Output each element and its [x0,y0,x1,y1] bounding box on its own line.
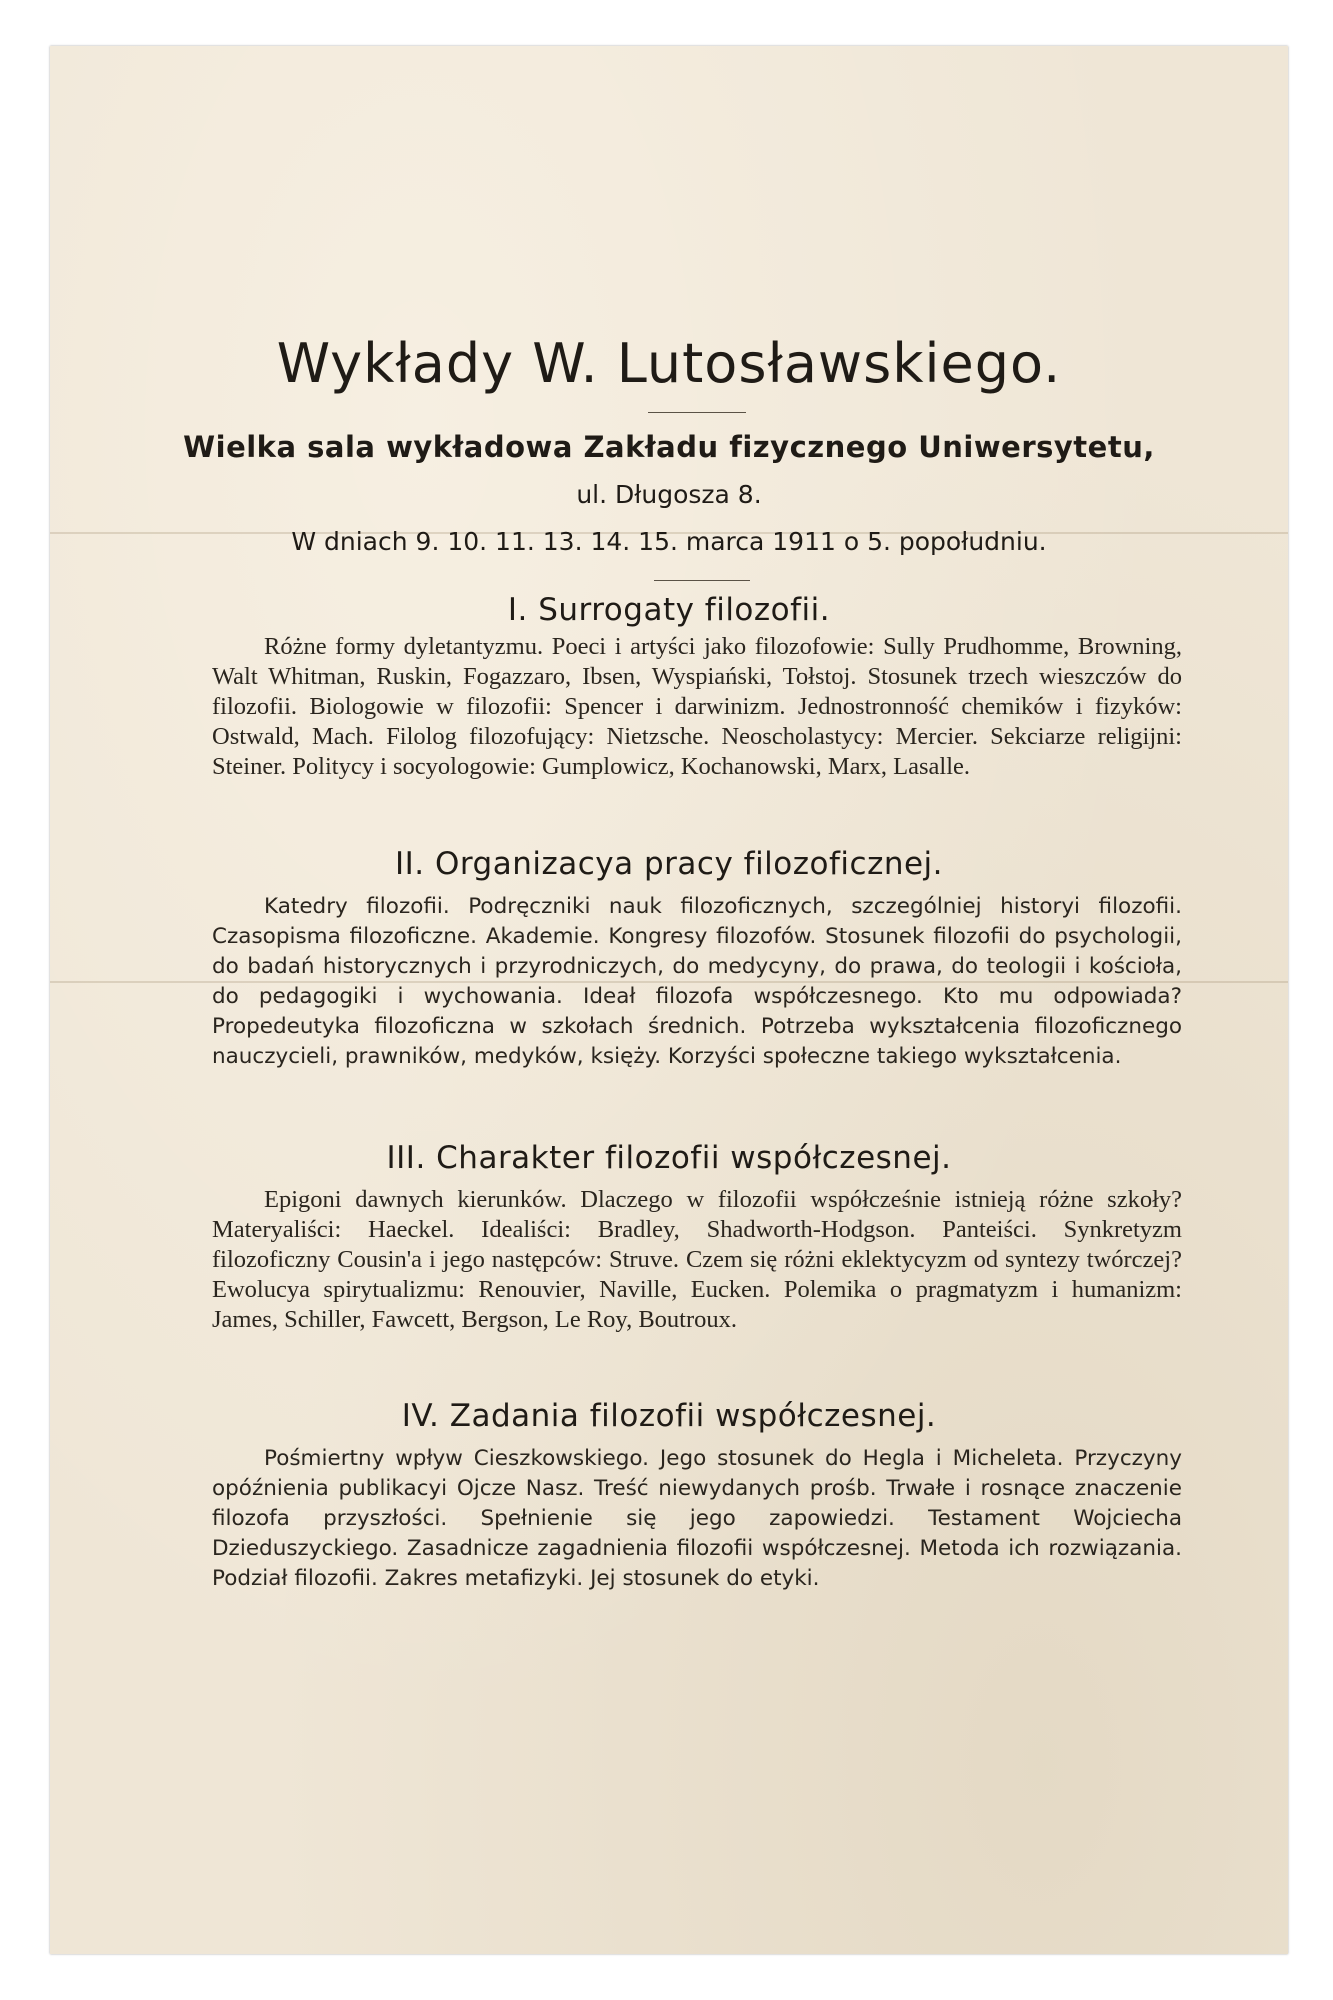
venue-line: Wielka sala wykładowa Zakładu fizycznego Uniwersytetu, [183,430,1155,464]
title-rule [648,412,746,413]
street-line: ul. Długosza 8. [576,480,762,509]
section-1-heading: I. Surrogaty filozofii. [507,592,831,628]
section-3-heading: III. Charakter filozofii współczesnej. [386,1140,952,1176]
section-2-body: Katedry filozofii. Podręczniki nauk filozoficznych, szczególniej historyi filozofii. Czasopisma filozoficzne. Akademie. Kongresy filozofów. Stosunek filozofii do psychologii, do badań historycznych i przyrodniczych, do medycyny, do prawa, do teologii i kościoła, do pedagogiki i wychowania. Ideał filozofa współczesnego. Kto mu odpowiada? Propedeutyka filozoficzna w szkołach średnich. Potrzeba wykształcenia filozoficznego nauczycieli, prawników, medyków, księży. Korzyści społeczne takiego wykształcenia. [212,894,1182,1069]
dates-rule [654,580,750,581]
section-3-body: Epigoni dawnych kierunków. Dlaczego w filozofii współcześnie istnieją różne szkoły? Materyaliści: Haeckel. Idealiści: Bradley, Shadworth-Hodgson. Panteiści. Synkretyzm filozoficzny Cousin'a i jego następców: Struve. Czem się różni eklektycyzm od syntezy twórczej? Ewolucya spirytualizmu: Renouvier, Naville, Eucken. Polemika o pragmatyzm i humanizm: James, Schiller, Fawcett, Bergson, Le Roy, Boutroux. [212,1186,1182,1333]
document-sheet [50,46,1288,1954]
dates-line: W dniach 9. 10. 11. 13. 14. 15. marca 1911 o 5. popołudniu. [291,527,1047,556]
section-4-body: Pośmiertny wpływ Cieszkowskiego. Jego stosunek do Hegla i Micheleta. Przyczyny opóźnienia publikacyi Ojcze Nasz. Treść niewydanych prośb. Trwałe i rosnące znaczenie filozofa przyszłości. Spełnienie się jego zapowiedzi. Testament Wojciecha Dzieduszyckiego. Zasadnicze zagadnienia filozofii współczesnej. Metoda ich rozwiązania. Podział filozofii. Zakres metafizyki. Jej stosunek do etyki. [212,1446,1182,1591]
section-4-heading: IV. Zadania filozofii współczesnej. [401,1398,937,1434]
document-title: Wykłady W. Lutosławskiego. [276,332,1062,395]
section-2-heading: II. Organizacya pracy filozoficznej. [394,846,944,882]
section-1-body: Różne formy dyletantyzmu. Poeci i artyści jako filozofowie: Sully Prudhomme, Browning, Walt Whitman, Ruskin, Fogazzaro, Ibsen, Wyspiański, Tołstoj. Stosunek trzech wieszczów do filozofii. Biologowie w filozofii: Spencer i darwinizm. Jednostronność chemików i fizyków: Ostwald, Mach. Filolog filozofujący: Nietzsche. Neoscholastycy: Mercier. Sekciarze religijni: Steiner. Politycy i socyologowie: Gumplowicz, Kochanowski, Marx, Lasalle. [212,633,1182,780]
